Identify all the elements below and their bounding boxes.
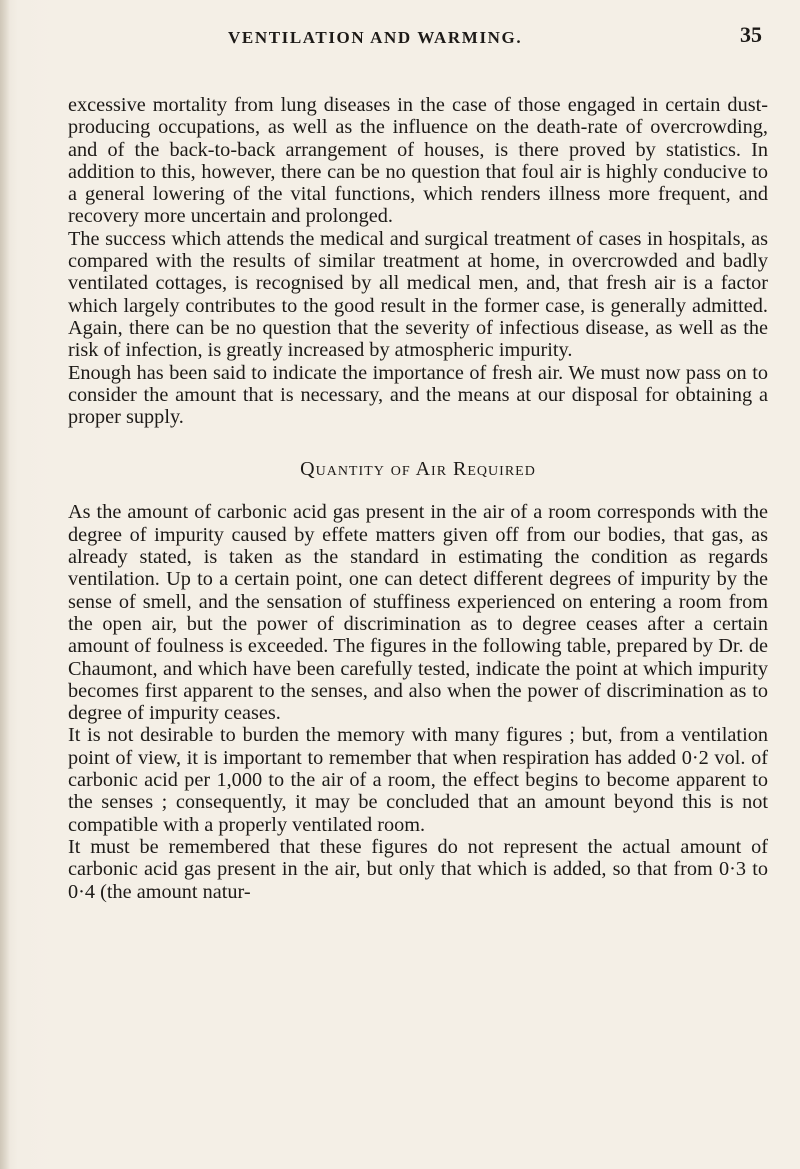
paragraph: The success which attends the medical and surgical treatment of cases in hospitals, as compared with the results of similar treatment at home, in overcrowded and badly ventilated cottages, is recognised by all medical men, and, that fresh air is a factor which largely contributes to the good result in the former case, is generally admitted. Again, there can be no question that the severity of infectious disease, as well as the risk of infection, is greatly increased by atmospheric impurity. bbox=[68, 227, 768, 362]
running-head: VENTILATION AND WARMING. bbox=[228, 28, 523, 47]
paragraph: It is not desirable to burden the memory with many figures ; but, from a ventilation point of view, it is important to remember that when respiration has added 0·2 vol. of carbonic acid per 1,000 to the air of a room, the effect begins to become apparent to the senses ; consequently, it may be concluded that an amount beyond this is not compatible with a properly ventilated room. bbox=[68, 724, 768, 836]
spine-shadow bbox=[0, 0, 10, 1169]
section-heading: Quantity of Air Required bbox=[300, 458, 536, 481]
paragraph: It must be remembered that these figures do not represent the actual amount of carbonic acid gas present in the air, but only that which is added, so that from 0·3 to 0·4 (the amount natur- bbox=[68, 835, 768, 903]
body-text bbox=[68, 94, 768, 903]
paragraph: As the amount of carbonic acid gas present in the air of a room corresponds with the degree of impurity caused by effete matters given off from our bodies, that gas, as already stated, is taken as the standard in estimating the condition as regards ventilation. Up to a certain point, one can detect different degrees of impurity by the sense of smell, and the sensation of stuffiness experienced on entering a room from the open air, but the power of discrimination as to degree ceases after a certain amount of foulness is exceeded. The figures in the following table, prepared by Dr. de Chaumont, and which have been carefully tested, indicate the point at which impurity becomes first apparent to the senses, and also when the power of discrimination as to degree of impurity ceases. bbox=[68, 501, 768, 725]
page-header bbox=[68, 22, 768, 56]
paragraph: Enough has been said to indicate the importance of fresh air. We must now pass on to consider the amount that is necessary, and the means at our disposal for obtaining a proper supply. bbox=[68, 361, 768, 429]
paragraph: excessive mortality from lung diseases in the case of those engaged in certain dust-producing occupations, as well as the influence on the death-rate of overcrowding, and of the back-to-back arrangement of houses, is there proved by statistics. In addition to this, however, there can be no question that foul air is highly conducive to a general lowering of the vital functions, which renders illness more frequent, and recovery more uncertain and prolonged. bbox=[68, 94, 768, 228]
page-number: 35 bbox=[740, 22, 762, 47]
